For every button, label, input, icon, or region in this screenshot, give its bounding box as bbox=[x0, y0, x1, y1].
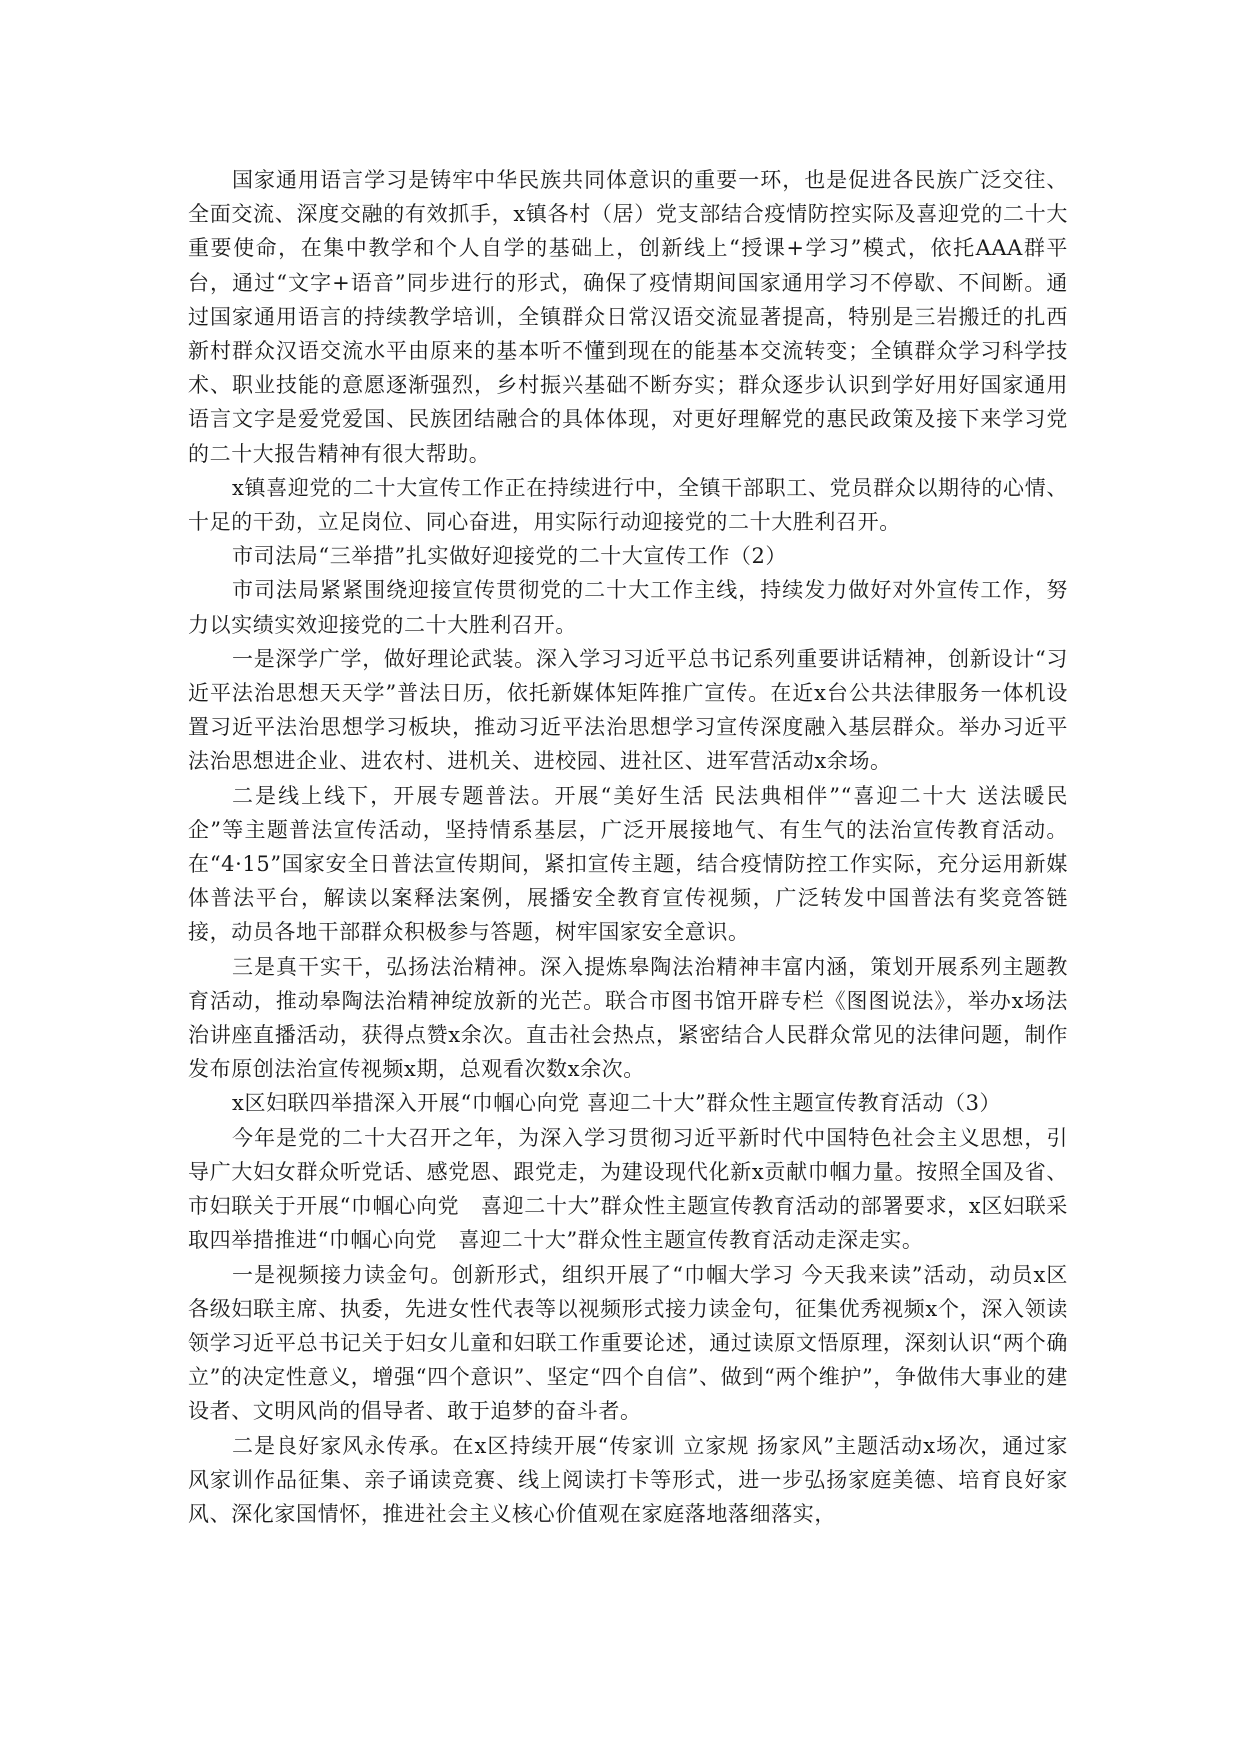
paragraph-justice-intro: 市司法局紧紧围绕迎接宣传贯彻党的二十大工作主线，持续发力做好对外宣传工作，努力以实绩实效迎接党的二十大胜利召开。 bbox=[188, 578, 1068, 637]
section-heading-justice-bureau: 市司法局“三举措”扎实做好迎接党的二十大宣传工作（2） bbox=[232, 544, 788, 569]
paragraph-law-popularization: 二是线上线下，开展专题普法。开展“美好生活 民法典相伴”“喜迎二十大 送法暖民企”等主题普法宣传活动，坚持情系基层，广泛开展接地气、有生气的法治宣传教育活动。在“4·15”国家安全日普法宣传期间，紧扣宣传主题，结合疫情防控工作实际，充分运用新媒体普法平台，解读以案释法案例，展播安全教育宣传视频，广泛转发中国普法有奖竞答链接，动员各地干部群众积极参与答题，树牢国家安全意识。 bbox=[188, 783, 1068, 945]
paragraph-video-relay: 一是视频接力读金句。创新形式，组织开展了“巾帼大学习 今天我来读”活动，动员x区各级妇联主席、执委，先进女性代表等以视频形式接力读金句，征集优秀视频x个，深入领读领学习近平总书记关于妇女儿童和妇联工作重要论述，通过读原文悟原理，深刻认识“两个确立”的决定性意义，增强“四个意识”、坚定“四个自信”、做到“两个维护”，争做伟大事业的建设者、文明风尚的倡导者、敢于追梦的奋斗者。 bbox=[188, 1262, 1068, 1424]
section-heading-womens-federation: x区妇联四举措深入开展“巾帼心向党 喜迎二十大”群众性主题宣传教育活动（3） bbox=[232, 1091, 1002, 1116]
paragraph-womens-intro: 今年是党的二十大召开之年，为深入学习贯彻习近平新时代中国特色社会主义思想，引导广大妇女群众听党话、感党恩、跟党走，为建设现代化新x贡献巾帼力量。按照全国及省、市妇联关于开展“巾帼心向党 喜迎二十大”群众性主题宣传教育活动的部署要求，x区妇联采取四举措推进“巾帼心向党 喜迎二十大”群众性主题宣传教育活动走深走实。 bbox=[188, 1125, 1068, 1253]
paragraph-language-learning: 国家通用语言学习是铸牢中华民族共同体意识的重要一环，也是促进各民族广泛交往、全面交流、深度交融的有效抓手，x镇各村（居）党支部结合疫情防控实际及喜迎党的二十大重要使命，在集中教学和个人自学的基础上，创新线上“授课+学习”模式，依托AAA群平台，通过“文字+语音”同步进行的形式，确保了疫情期间国家通用学习不停歇、不间断。通过国家通用语言的持续教学培训，全镇群众日常汉语交流显著提高，特别是三岩搬迁的扎西新村群众汉语交流水平由原来的基本听不懂到现在的能基本交流转变；全镇群众学习科学技术、职业技能的意愿逐渐强烈，乡村振兴基础不断夯实；群众逐步认识到学好用好国家通用语言文字是爱党爱国、民族团结融合的具体体现，对更好理解党的惠民政策及接下来学习党的二十大报告精神有很大帮助。 bbox=[188, 168, 1068, 466]
paragraph-town-publicity: x镇喜迎党的二十大宣传工作正在持续进行中，全镇干部职工、党员群众以期待的心情、十足的干劲，立足岗位、同心奋进，用实际行动迎接党的二十大胜利召开。 bbox=[188, 475, 1068, 535]
document-body bbox=[188, 163, 1068, 1531]
paragraph-theory-study: 一是深学广学，做好理论武装。深入学习习近平总书记系列重要讲话精神，创新设计“习近平法治思想天天学”普法日历，依托新媒体矩阵推广宣传。在近x台公共法律服务一体机设置习近平法治思想学习板块，推动习近平法治思想学习宣传深度融入基层群众。举办习近平法治思想进企业、进农村、进机关、进校园、进社区、进军营活动x余场。 bbox=[188, 646, 1068, 774]
paragraph-rule-of-law-spirit: 三是真干实干，弘扬法治精神。深入提炼皋陶法治精神丰富内涵，策划开展系列主题教育活动，推动皋陶法治精神绽放新的光芒。联合市图书馆开辟专栏《图图说法》，举办x场法治讲座直播活动，获得点赞x余次。直击社会热点，紧密结合人民群众常见的法律问题，制作发布原创法治宣传视频x期，总观看次数x余次。 bbox=[188, 954, 1068, 1082]
paragraph-family-tradition: 二是良好家风永传承。在x区持续开展“传家训 立家规 扬家风”主题活动x场次，通过家风家训作品征集、亲子诵读竞赛、线上阅读打卡等形式，进一步弘扬家庭美德、培育良好家风、深化家国情怀，推进社会主义核心价值观在家庭落地落细落实， bbox=[188, 1433, 1068, 1526]
